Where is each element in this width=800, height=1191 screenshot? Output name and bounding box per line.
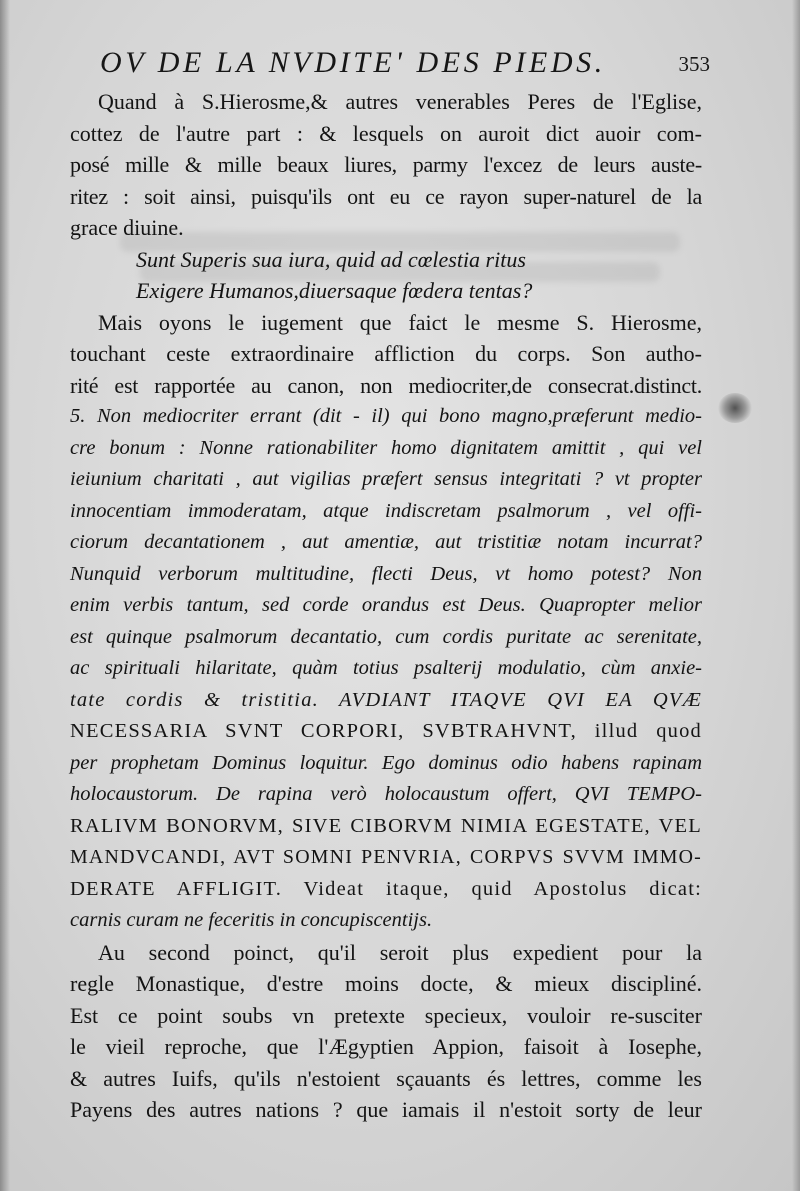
text-line: posé mille & mille beaux liures, parmy l'excez de leurs auste- [70,152,702,177]
text-line: carnis curam ne feceritis in concupiscentijs. [70,909,433,931]
text-line: ac spirituali hilaritate, quàm totius psalterij modulatio, cùm anxie- [70,657,702,679]
verse-line: Exigere Humanos,diuersaque fœdera tentas? [136,278,533,303]
text-line: le vieil reproche, que l'Ægyptien Appion, faisoit à Iosephe, [70,1034,702,1059]
text-line: touchant ceste extraordinaire affliction du corps. Son autho- [70,341,702,366]
page-number: 353 [678,52,710,76]
text-line: per prophetam Dominus loquitur. Ego dominus odio habens rapinam [70,751,702,774]
body-text [70,86,702,1126]
text-line: ciorum decantationem , aut amentiæ, aut tristitiæ notam incurrat? [70,531,702,553]
text-line: NECESSARIA SVNT CORPORI, SVBTRAHVNT, illud quod [70,720,702,742]
text-line: & autres Iuifs, qu'ils n'estoient sçauants és lettres, comme les [70,1065,702,1091]
ink-blot [718,393,752,423]
text-line: enim verbis tantum, sed corde orandus est Deus. Quapropter melior [70,594,702,616]
text-line: grace diuine. [70,215,184,240]
running-header [100,46,710,86]
text-line: rité est rapportée au canon, non mediocriter,de consecrat.distinct. [70,372,702,398]
text-line: RALIVM BONORVM, SIVE CIBORVM NIMIA EGESTATE, VEL [70,814,702,837]
text-line: ieiunium charitati , aut vigilias præfert sensus integritati ? vt propter [70,468,702,490]
text-line: ritez : soit ainsi, puisqu'ils ont eu ce rayon super-naturel de la [70,183,702,209]
running-title: OV DE LA NVDITE' DES PIEDS. [100,46,606,79]
text-line: regle Monastique, d'estre moins docte, & mieux discipliné. [70,971,702,996]
text-line: Au second poinct, qu'il seroit plus expedient pour la [98,939,702,965]
text-line: cottez de l'autre part : & lesquels on auroit dict auoir com- [70,120,702,146]
text-line: Mais oyons le iugement que faict le mesme S. Hierosme, [98,309,702,335]
text-line: Est ce point soubs vn pretexte specieux, vouloir re-susciter [70,1002,702,1028]
text-line: tate cordis & tristitia. AVDIANT ITAQVE QVI EA QVÆ [70,688,702,711]
page-left-shadow [0,0,10,1191]
text-line: 5. Non mediocriter errant (dit - il) qui bono magno,præferunt medio- [70,405,702,427]
verse-line: Sunt Superis sua iura, quid ad cœlestia ritus [136,246,526,272]
text-line: Payens des autres nations ? que iamais il n'estoit sorty de leur [70,1097,702,1122]
text-line: DERATE AFFLIGIT. Videat itaque, quid Apostolus dicat: [70,877,702,900]
text-line: MANDVCANDI, AVT SOMNI PENVRIA, CORPVS SVVM IMMO- [70,846,702,868]
text-line: Nunquid verborum multitudine, flecti Deus, vt homo potest? Non [70,562,702,585]
text-line: innocentiam immoderatam, atque indiscretam psalmorum , vel offi- [70,499,702,522]
page-right-shadow [792,0,800,1191]
text-line: Quand à S.Hierosme,& autres venerables Peres de l'Eglise, [98,89,702,114]
text-line: holocaustorum. De rapina verò holocaustum offert, QVI TEMPO- [70,783,702,805]
text-line: est quinque psalmorum decantatio, cum cordis puritate ac serenitate, [70,625,702,648]
text-line: cre bonum : Nonne rationabiliter homo dignitatem amittit , qui vel [70,436,702,459]
